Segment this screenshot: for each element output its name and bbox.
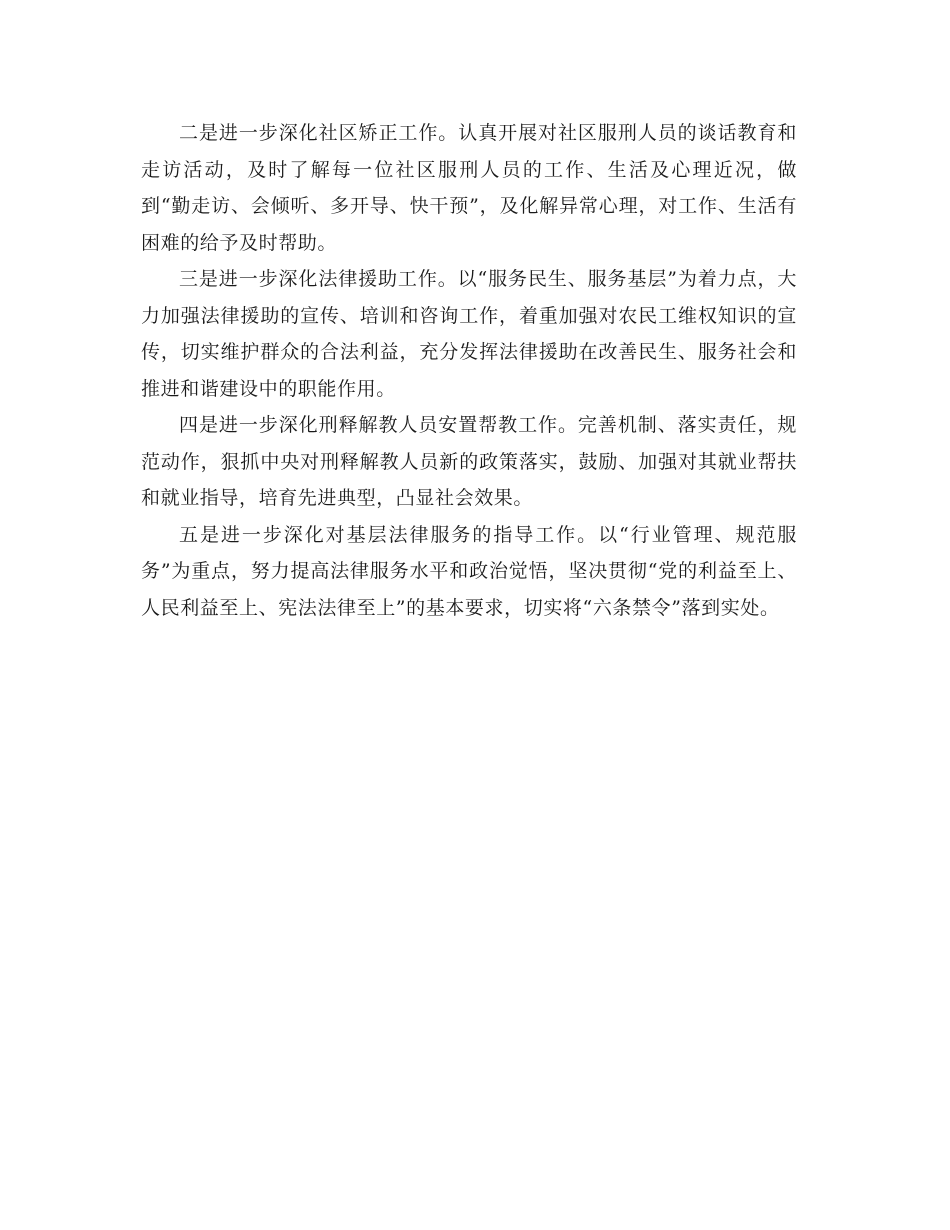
paragraph-resettlement-assistance: 四是进一步深化刑释解教人员安置帮教工作。完善机制、落实责任，规范动作，狠抓中央对刑释解教人员新的政策落实，鼓励、加强对其就业帮扶和就业指导，培育先进典型，凸显社会效果。: [141, 414, 797, 509]
paragraph-community-correction: 二是进一步深化社区矫正工作。认真开展对社区服刑人员的谈话教育和走访活动，及时了解每一位社区服刑人员的工作、生活及心理近况，做到“勤走访、会倾听、多开导、快干预”，及化解异常心理，对工作、生活有困难的给予及时帮助。: [141, 122, 797, 254]
paragraph-grassroots-legal-services: 五是进一步深化对基层法律服务的指导工作。以“行业管理、规范服务”为重点，努力提高法律服务水平和政治觉悟，坚决贯彻“党的利益至上、人民利益至上、宪法法律至上”的基本要求，切实将“六条禁令”落到实处。: [141, 523, 797, 619]
paragraph-legal-aid: 三是进一步深化法律援助工作。以“服务民生、服务基层”为着力点，大力加强法律援助的宣传、培训和咨询工作，着重加强对农民工维权知识的宣传，切实维护群众的合法利益，充分发挥法律援助在改善民生、服务社会和推进和谐建设中的职能作用。: [141, 268, 797, 400]
document-body: [141, 115, 797, 626]
